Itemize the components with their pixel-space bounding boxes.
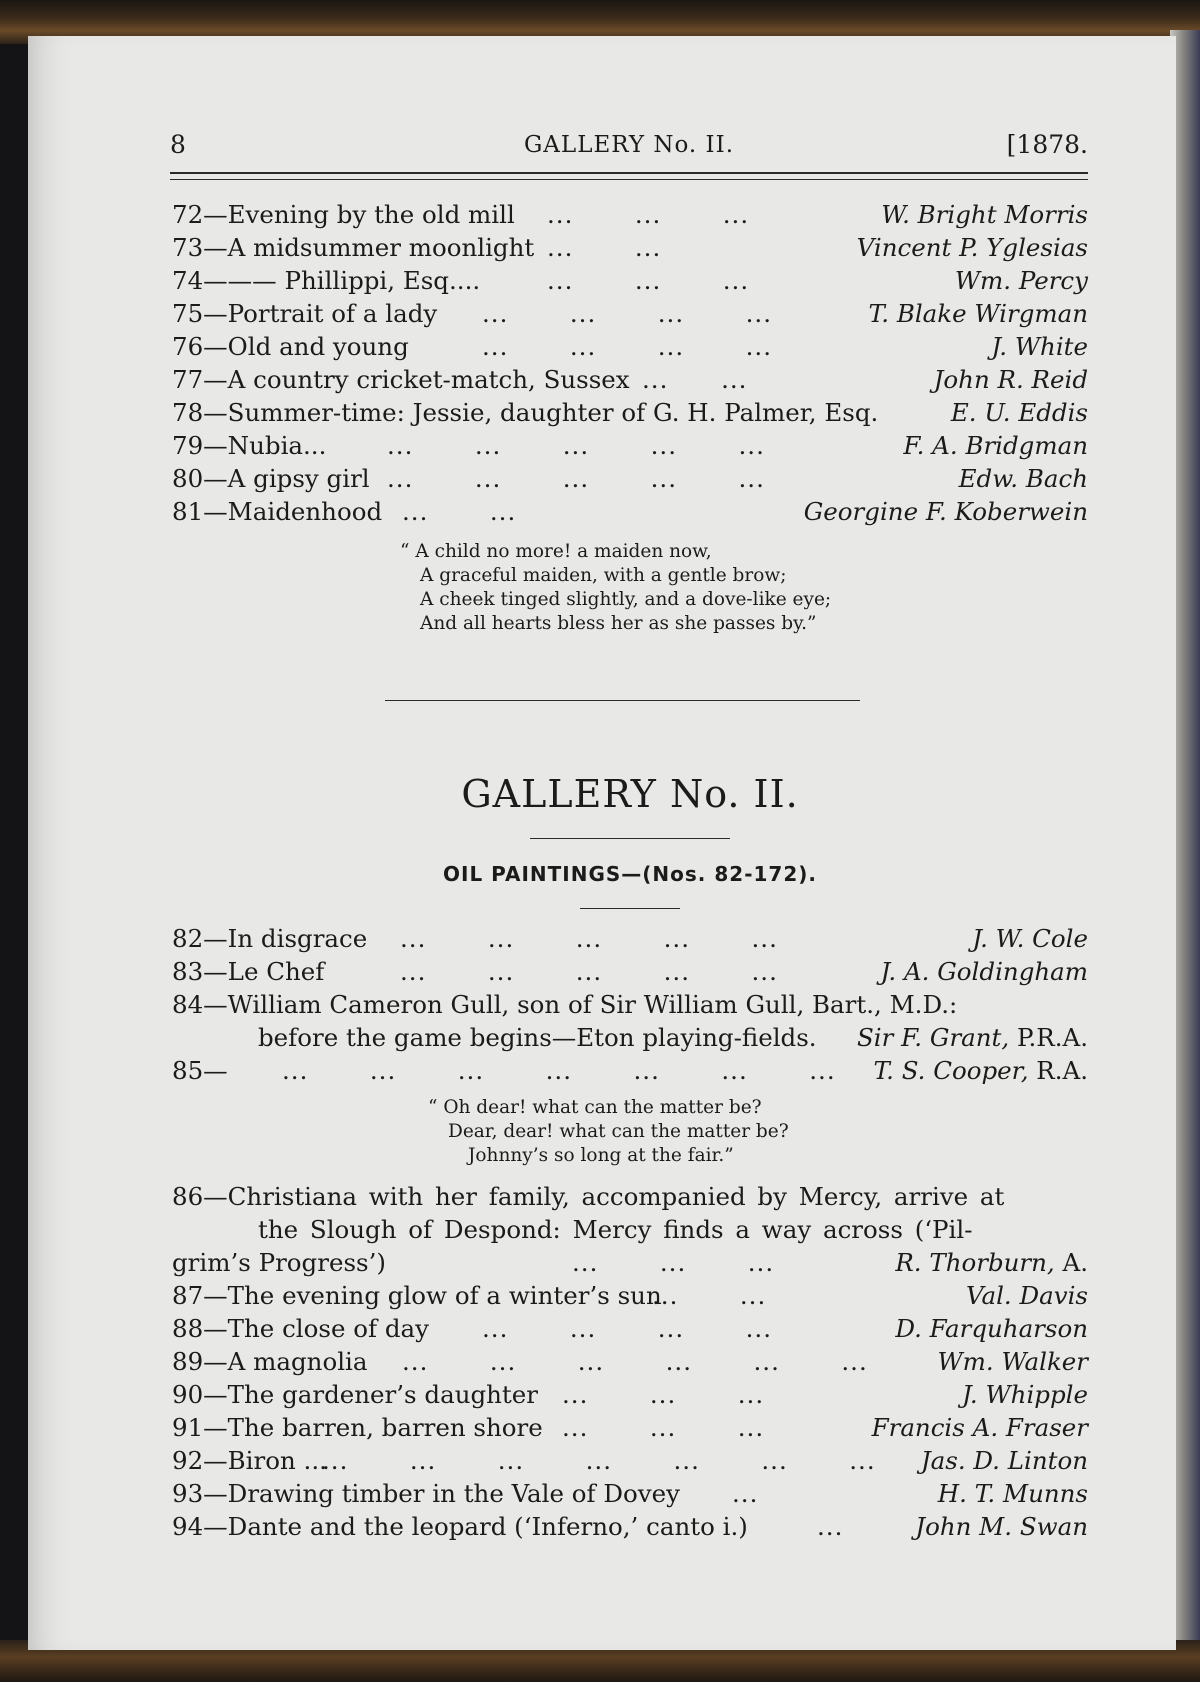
running-head-year: [1878. <box>1006 130 1088 159</box>
catalogue-entry: 78—Summer-time: Jessie, daughter of G. H. Palmer, Esq. E. U. Eddis <box>172 398 1088 427</box>
catalogue-entry: 87—The evening glow of a winter’s sun ... ... Val. Davis <box>172 1281 1088 1310</box>
catalogue-entry: 92—Biron ... ... ... ... ... ... ... ... Jas. D. Linton <box>172 1446 1088 1475</box>
catalogue-entries-top <box>172 198 1088 528</box>
catalogue-entry: 86—Christiana with her family, accompanied by Mercy, arrive at <box>172 1182 1005 1211</box>
section-divider <box>385 700 860 701</box>
catalogue-entry: 79—Nubia... ... ... ... ... ... F. A. Bridgman <box>172 431 1088 460</box>
catalogue-entry: 84—William Cameron Gull, son of Sir William Gull, Bart., M.D.: <box>172 990 958 1019</box>
catalogue-entry: 76—Old and young ... ... ... ... J. White <box>172 332 1088 361</box>
gallery-title: GALLERY No. II. <box>461 772 799 816</box>
catalogue-entry: 81—Maidenhood ... ... Georgine F. Koberwein <box>172 497 1088 526</box>
running-head-title: GALLERY No. II. <box>523 132 735 158</box>
catalogue-entry: 85— ... ... ... ... ... ... ... T. S. Cooper, R.A. <box>172 1056 1088 1085</box>
epigraph-maidenhood: “ A child no more! a maiden now, A graceful maiden, with a gentle brow; A cheek tinged slightly, and a dove-like eye; And all hearts bless her as she passes by.” <box>400 541 832 634</box>
catalogue-entry: 93—Drawing timber in the Vale of Dovey ... H. T. Munns <box>172 1479 1088 1508</box>
catalogue-entry: 82—In disgrace ... ... ... ... ... J. W. Cole <box>172 924 1088 953</box>
catalogue-entry: 74——— Phillippi, Esq.... ... ... ... Wm. Percy <box>172 266 1088 295</box>
catalogue-entry: 88—The close of day ... ... ... ... D. Farquharson <box>172 1314 1088 1343</box>
catalogue-entry-continued: the Slough of Despond: Mercy finds a way across (‘Pil- <box>258 1215 973 1244</box>
epigraph-fair: “ Oh dear! what can the matter be? Dear, dear! what can the matter be? Johnny’s so long at the fair.” <box>428 1097 789 1166</box>
catalogue-entry: 73—A midsummer moonlight ... ... Vincent P. Yglesias <box>172 233 1088 262</box>
short-rule <box>580 908 680 909</box>
catalogue-entry: 91—The barren, barren shore ... ... ... Francis A. Fraser <box>172 1413 1088 1442</box>
catalogue-entries-bottom <box>172 1180 1088 1543</box>
running-head <box>170 128 1088 162</box>
double-rule <box>170 172 1088 180</box>
catalogue-entries-middle <box>172 922 1088 1087</box>
catalogue-entry: 90—The gardener’s daughter ... ... ... J. Whipple <box>172 1380 1088 1409</box>
catalogue-entry: 83—Le Chef ... ... ... ... ... J. A. Goldingham <box>172 957 1088 986</box>
catalogue-entry: 80—A gipsy girl ... ... ... ... ... Edw. Bach <box>172 464 1088 493</box>
short-rule <box>530 838 730 839</box>
page-number: 8 <box>170 130 186 159</box>
catalogue-entry: 75—Portrait of a lady ... ... ... ... T. Blake Wirgman <box>172 299 1088 328</box>
catalogue-entry: 77—A country cricket-match, Sussex ... ... John R. Reid <box>172 365 1088 394</box>
catalogue-entry: 72—Evening by the old mill ... ... ... W. Bright Morris <box>172 200 1088 229</box>
catalogue-entry-continued: before the game begins—Eton playing-fields. Sir F. Grant, P.R.A. <box>258 1023 1088 1052</box>
catalogue-entry: 89—A magnolia ... ... ... ... ... ... Wm. Walker <box>172 1347 1088 1376</box>
section-title: OIL PAINTINGS—(Nos. 82-172). <box>443 862 817 886</box>
catalogue-entry-continued: grim’s Progress’) ... ... ... R. Thorburn, A. <box>172 1248 1088 1277</box>
catalogue-entry: 94—Dante and the leopard (‘Inferno,’ canto i.) ... John M. Swan <box>172 1512 1088 1541</box>
